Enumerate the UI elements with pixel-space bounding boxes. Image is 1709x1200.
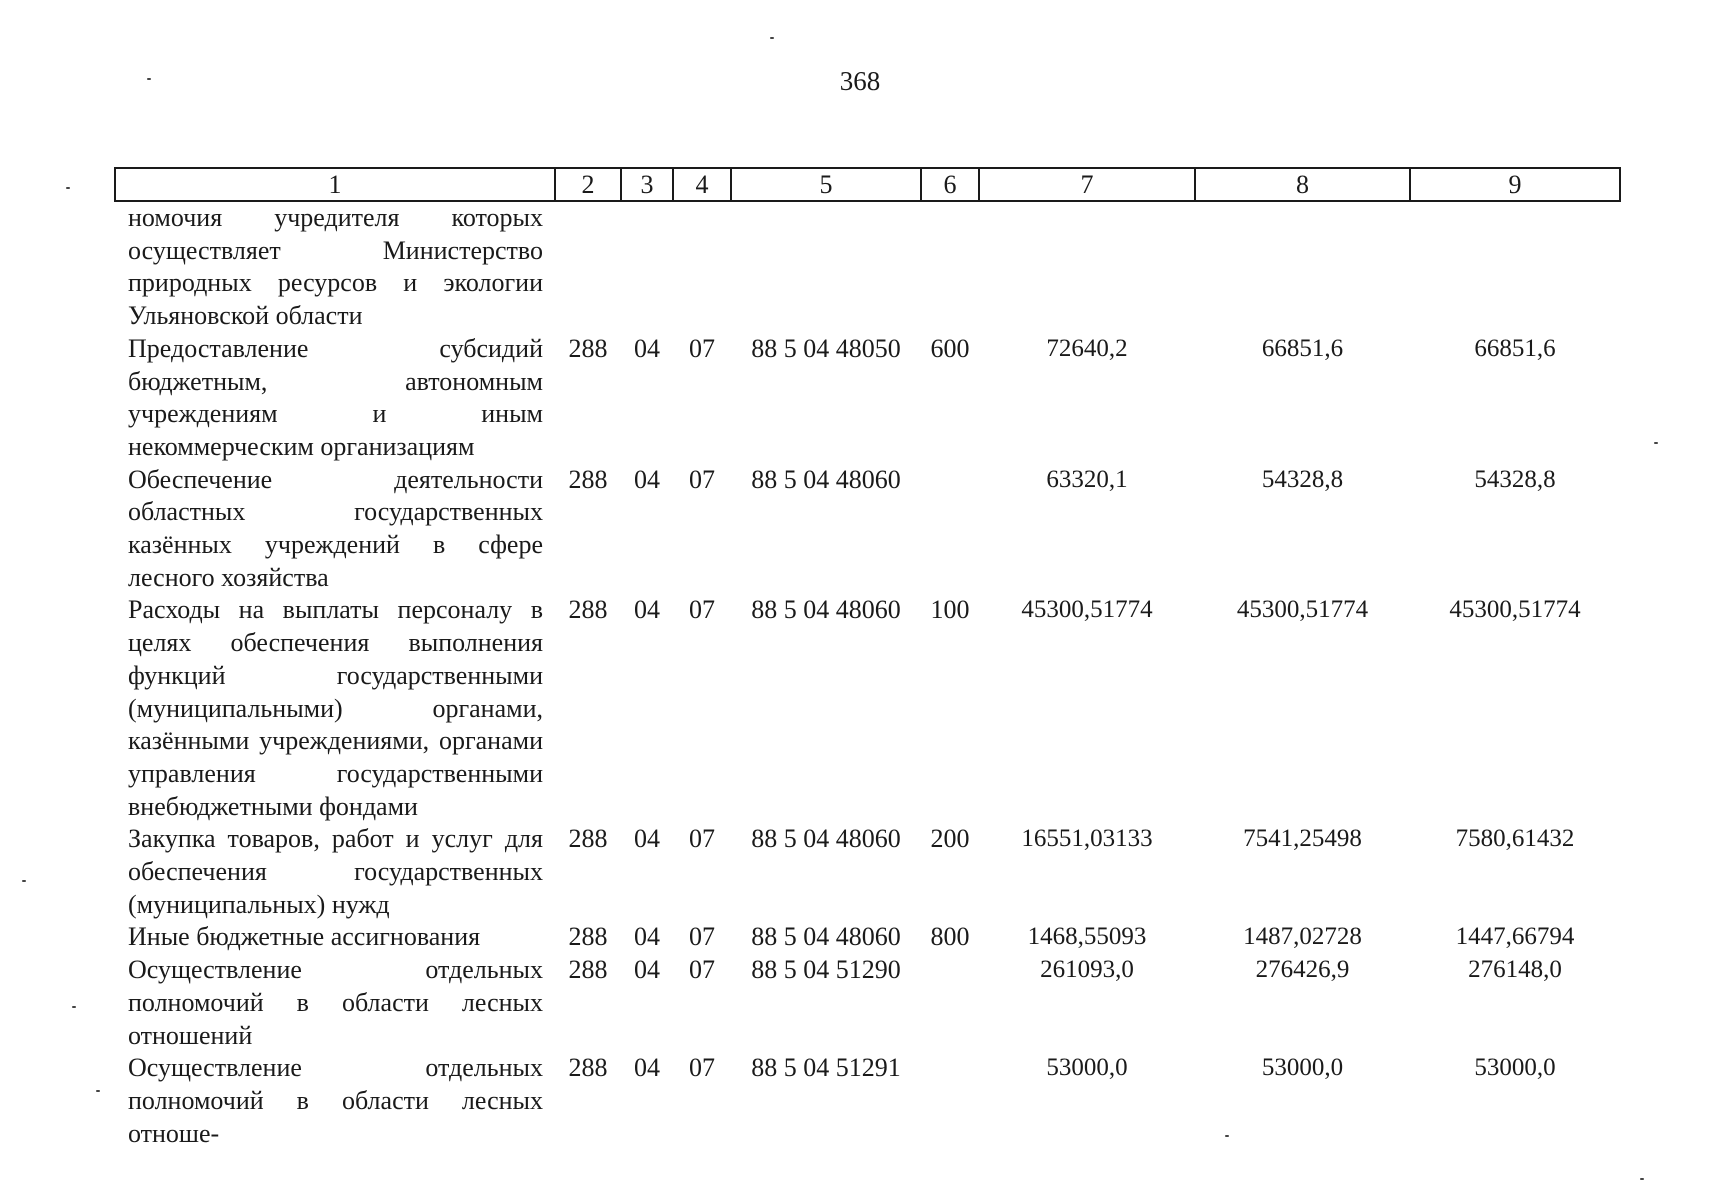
target-article-code: 88 5 04 51290 (751, 955, 901, 985)
amount-col-8: 7541,25498 (1243, 825, 1362, 853)
table-row (115, 823, 1620, 921)
section-code: 04 (634, 824, 660, 854)
column-header-4: 4 (673, 168, 731, 201)
target-article-code: 88 5 04 48060 (751, 824, 901, 854)
target-article-code: 88 5 04 48060 (751, 595, 901, 625)
table-row (115, 954, 1620, 1052)
expense-type-code: 800 (930, 922, 970, 952)
amount-col-7: 53000,0 (1046, 1054, 1128, 1082)
expense-type-code (921, 464, 979, 595)
target-article-code: 88 5 04 48060 (751, 464, 901, 494)
table-row (115, 1052, 1620, 1150)
row-name: Предоставление субсидий бюджетным, автономным учреждениям и иным некоммерческим организациям (128, 333, 543, 461)
column-header-5: 5 (731, 168, 921, 201)
column-number-header-row (115, 168, 1620, 201)
admin-code: 288 (568, 595, 608, 625)
section-code: 04 (634, 1053, 660, 1083)
admin-code: 288 (568, 464, 608, 494)
section-code: 04 (634, 955, 660, 985)
amount-col-9: 66851,6 (1474, 334, 1556, 362)
budget-table (114, 167, 1621, 1150)
table-row (115, 333, 1620, 464)
target-article-code: 88 5 04 51291 (751, 1053, 901, 1083)
scan-speck (96, 1090, 100, 1092)
scan-speck (147, 78, 151, 80)
row-name: Обеспечение деятельности областных государственных казённых учреждений в сфере лесного хозяйства (128, 464, 543, 592)
column-header-6: 6 (921, 168, 979, 201)
row-name: Закупка товаров, работ и услуг для обеспечения государственных (муниципальных) нужд (128, 824, 543, 919)
row-name: Расходы на выплаты персоналу в целях обеспечения выполнения функций государственными (муниципальными) органами, казёнными учреждениями, органами управления государственными внебюджетными фондами (128, 595, 543, 821)
column-header-9: 9 (1410, 168, 1620, 201)
admin-code (555, 201, 621, 333)
column-header-8: 8 (1195, 168, 1410, 201)
scan-speck (1225, 1135, 1229, 1137)
amount-col-9: 276148,0 (1468, 956, 1562, 984)
amount-col-8: 45300,51774 (1236, 596, 1369, 624)
column-header-7: 7 (979, 168, 1195, 201)
amount-col-8 (1195, 201, 1410, 333)
section-code (621, 201, 673, 333)
section-code: 04 (634, 464, 660, 494)
column-header-3: 3 (621, 168, 673, 201)
expense-type-code: 200 (930, 824, 970, 854)
amount-col-7: 16551,03133 (1021, 825, 1153, 853)
table-row (115, 464, 1620, 595)
expense-type-code: 100 (930, 595, 970, 625)
expense-type-code (921, 1052, 979, 1150)
amount-col-9: 1447,66794 (1455, 923, 1575, 951)
subsection-code: 07 (689, 1053, 715, 1083)
amount-col-9 (1410, 201, 1620, 333)
subsection-code: 07 (689, 595, 715, 625)
amount-col-8: 1487,02728 (1243, 923, 1362, 951)
admin-code: 288 (568, 824, 608, 854)
admin-code: 288 (568, 955, 608, 985)
scan-speck (72, 1006, 76, 1008)
amount-col-9: 53000,0 (1474, 1054, 1556, 1082)
table-row (115, 201, 1620, 333)
table-row (115, 921, 1620, 954)
subsection-code: 07 (689, 333, 715, 363)
subsection-code: 07 (689, 955, 715, 985)
admin-code: 288 (568, 922, 608, 952)
amount-col-9: 45300,51774 (1449, 596, 1581, 624)
section-code: 04 (634, 922, 660, 952)
scan-speck (1640, 1178, 1644, 1180)
scan-speck (770, 37, 774, 39)
target-article-code: 88 5 04 48060 (751, 922, 901, 952)
admin-code: 288 (568, 333, 608, 363)
subsection-code: 07 (689, 922, 715, 952)
subsection-code (673, 201, 731, 333)
scan-speck (22, 880, 26, 882)
row-name: номочия учредителя которых осуществляет Министерство природных ресурсов и экологии Ульяновской области (128, 203, 543, 331)
scan-speck (1654, 442, 1658, 444)
column-header-1: 1 (115, 168, 555, 201)
section-code: 04 (634, 333, 660, 363)
admin-code: 288 (568, 1053, 608, 1083)
subsection-code: 07 (689, 824, 715, 854)
amount-col-8: 66851,6 (1261, 334, 1344, 362)
column-header-2: 2 (555, 168, 621, 201)
subsection-code: 07 (689, 464, 715, 494)
amount-col-7: 45300,51774 (1021, 596, 1153, 624)
row-name: Осуществление отдельных полномочий в области лесных отноше- (128, 1053, 543, 1148)
page-number: 368 (839, 66, 881, 96)
amount-col-7: 63320,1 (1046, 465, 1128, 493)
amount-col-8: 53000,0 (1261, 1054, 1344, 1082)
target-article-code (731, 201, 921, 333)
target-article-code: 88 5 04 48050 (751, 333, 901, 363)
section-code: 04 (634, 595, 660, 625)
table-row (115, 594, 1620, 823)
amount-col-7: 1468,55093 (1027, 923, 1147, 951)
expense-type-code (921, 201, 979, 333)
amount-col-8: 54328,8 (1261, 465, 1344, 493)
amount-col-9: 7580,61432 (1455, 825, 1575, 853)
amount-col-7: 261093,0 (1040, 956, 1134, 984)
row-name: Осуществление отдельных полномочий в области лесных отношений (128, 955, 543, 1050)
amount-col-7: 72640,2 (1046, 334, 1128, 362)
expense-type-code: 600 (930, 333, 970, 363)
expense-type-code (921, 954, 979, 1052)
amount-col-7 (979, 201, 1195, 333)
row-name: Иные бюджетные ассигнования (128, 922, 481, 952)
amount-col-8: 276426,9 (1255, 956, 1350, 984)
scan-speck (66, 187, 70, 189)
amount-col-9: 54328,8 (1474, 465, 1556, 493)
